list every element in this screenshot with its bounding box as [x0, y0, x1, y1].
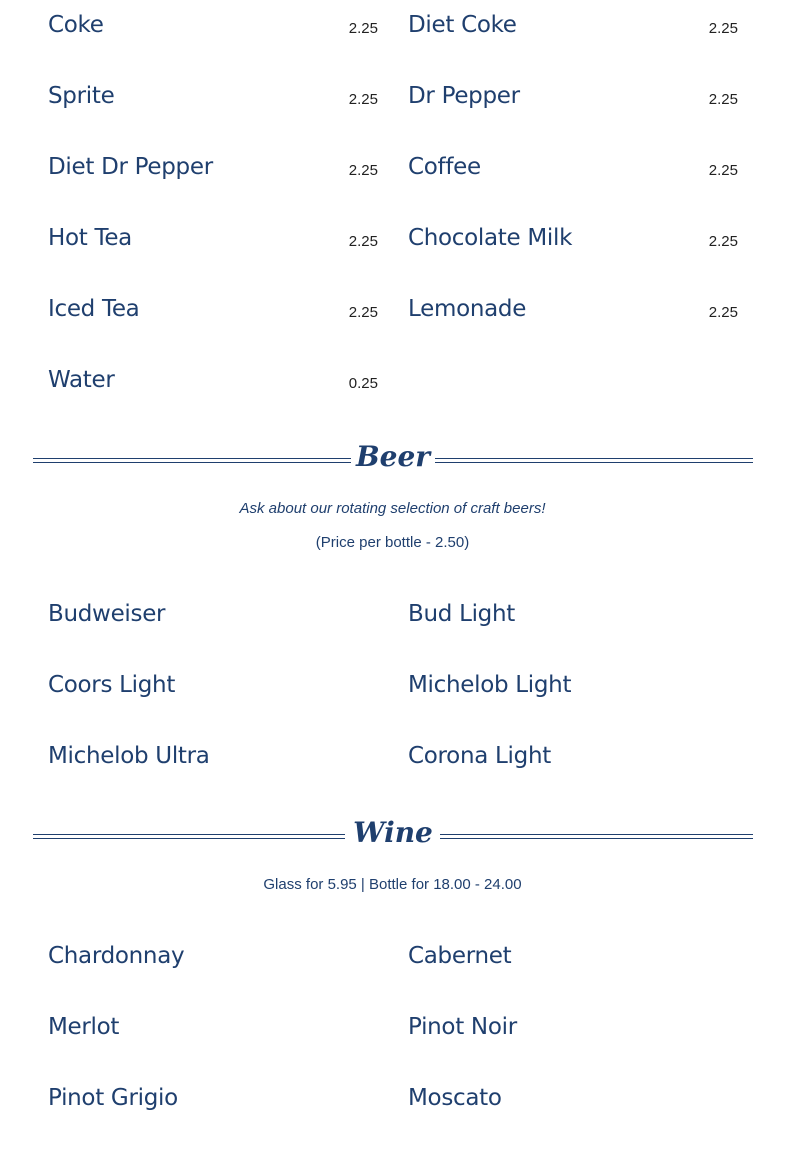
- beer-grid: [48, 595, 738, 808]
- item-name: Michelob Light: [408, 672, 572, 698]
- item-name: Diet Dr Pepper: [48, 154, 213, 180]
- menu-row: [48, 666, 738, 737]
- menu-item: [48, 937, 378, 987]
- item-name: Coke: [48, 12, 104, 38]
- beer-section-header: [33, 440, 753, 480]
- item-name: Hot Tea: [48, 225, 132, 251]
- item-name: Chocolate Milk: [408, 225, 573, 251]
- item-name: Pinot Grigio: [48, 1085, 178, 1111]
- item-price: 2.25: [708, 304, 738, 321]
- drinks-grid: [48, 6, 738, 432]
- item-price: 2.25: [708, 233, 738, 250]
- menu-row: [48, 219, 738, 290]
- menu-item: [48, 1008, 378, 1058]
- wine-section-title: Wine: [353, 816, 433, 849]
- item-price: 0.25: [348, 375, 378, 392]
- menu-item: [408, 1008, 738, 1058]
- item-name: Pinot Noir: [408, 1014, 517, 1040]
- item-price: 2.25: [348, 304, 378, 321]
- item-name: Water: [48, 367, 115, 393]
- item-name: Dr Pepper: [408, 83, 520, 109]
- menu-item: [48, 666, 378, 716]
- item-name: Lemonade: [408, 296, 527, 322]
- item-name: Coors Light: [48, 672, 176, 698]
- item-name: Chardonnay: [48, 943, 185, 969]
- menu-row: [48, 77, 738, 148]
- menu-row: [48, 595, 738, 666]
- menu-item: [408, 148, 738, 198]
- menu-item: [408, 6, 738, 56]
- item-name: Coffee: [408, 154, 481, 180]
- wine-grid: [48, 937, 738, 1150]
- beer-price-note: (Price per bottle - 2.50): [315, 534, 470, 551]
- item-name: Cabernet: [408, 943, 512, 969]
- menu-row: [48, 737, 738, 808]
- menu-item: [408, 666, 738, 716]
- menu-item: [48, 77, 378, 127]
- wine-price-note: Glass for 5.95 | Bottle for 18.00 - 24.00: [263, 876, 522, 893]
- menu-item: [408, 595, 738, 645]
- menu-row: [48, 6, 738, 77]
- item-price: 2.25: [348, 91, 378, 108]
- menu-item: [408, 937, 738, 987]
- item-name: Iced Tea: [48, 296, 140, 322]
- beer-section-title: Beer: [355, 440, 431, 473]
- item-price: 2.25: [348, 162, 378, 179]
- item-price: 2.25: [348, 233, 378, 250]
- menu-row: [48, 1079, 738, 1150]
- item-price: 2.25: [708, 162, 738, 179]
- item-name: Bud Light: [408, 601, 515, 627]
- beer-note: Ask about our rotating selection of craft beers!: [239, 500, 546, 517]
- menu-item: [48, 6, 378, 56]
- item-name: Moscato: [408, 1085, 502, 1111]
- menu-item: [48, 148, 378, 198]
- menu-item: [408, 290, 738, 340]
- menu-row: [48, 937, 738, 1008]
- item-name: Diet Coke: [408, 12, 517, 38]
- menu-item: [48, 361, 378, 411]
- menu-item: [408, 737, 738, 787]
- menu-item: [408, 219, 738, 269]
- menu-item: [48, 219, 378, 269]
- item-price: 2.25: [708, 91, 738, 108]
- menu-row: [48, 1008, 738, 1079]
- item-name: Budweiser: [48, 601, 166, 627]
- item-name: Merlot: [48, 1014, 120, 1040]
- menu-row: [48, 148, 738, 219]
- menu-item: [408, 1079, 738, 1129]
- menu-row: [48, 361, 738, 432]
- menu-item: [408, 77, 738, 127]
- divider-line-right: [435, 458, 753, 463]
- wine-section-header: [33, 816, 753, 856]
- item-price: 2.25: [708, 20, 738, 37]
- item-price: 2.25: [348, 20, 378, 37]
- divider-line-right: [440, 834, 753, 839]
- menu-item: [48, 290, 378, 340]
- menu-item: [48, 1079, 378, 1129]
- menu-item: [48, 737, 378, 787]
- menu-item: [48, 595, 378, 645]
- menu-row: [48, 290, 738, 361]
- item-name: Michelob Ultra: [48, 743, 210, 769]
- item-name: Corona Light: [408, 743, 551, 769]
- item-name: Sprite: [48, 83, 115, 109]
